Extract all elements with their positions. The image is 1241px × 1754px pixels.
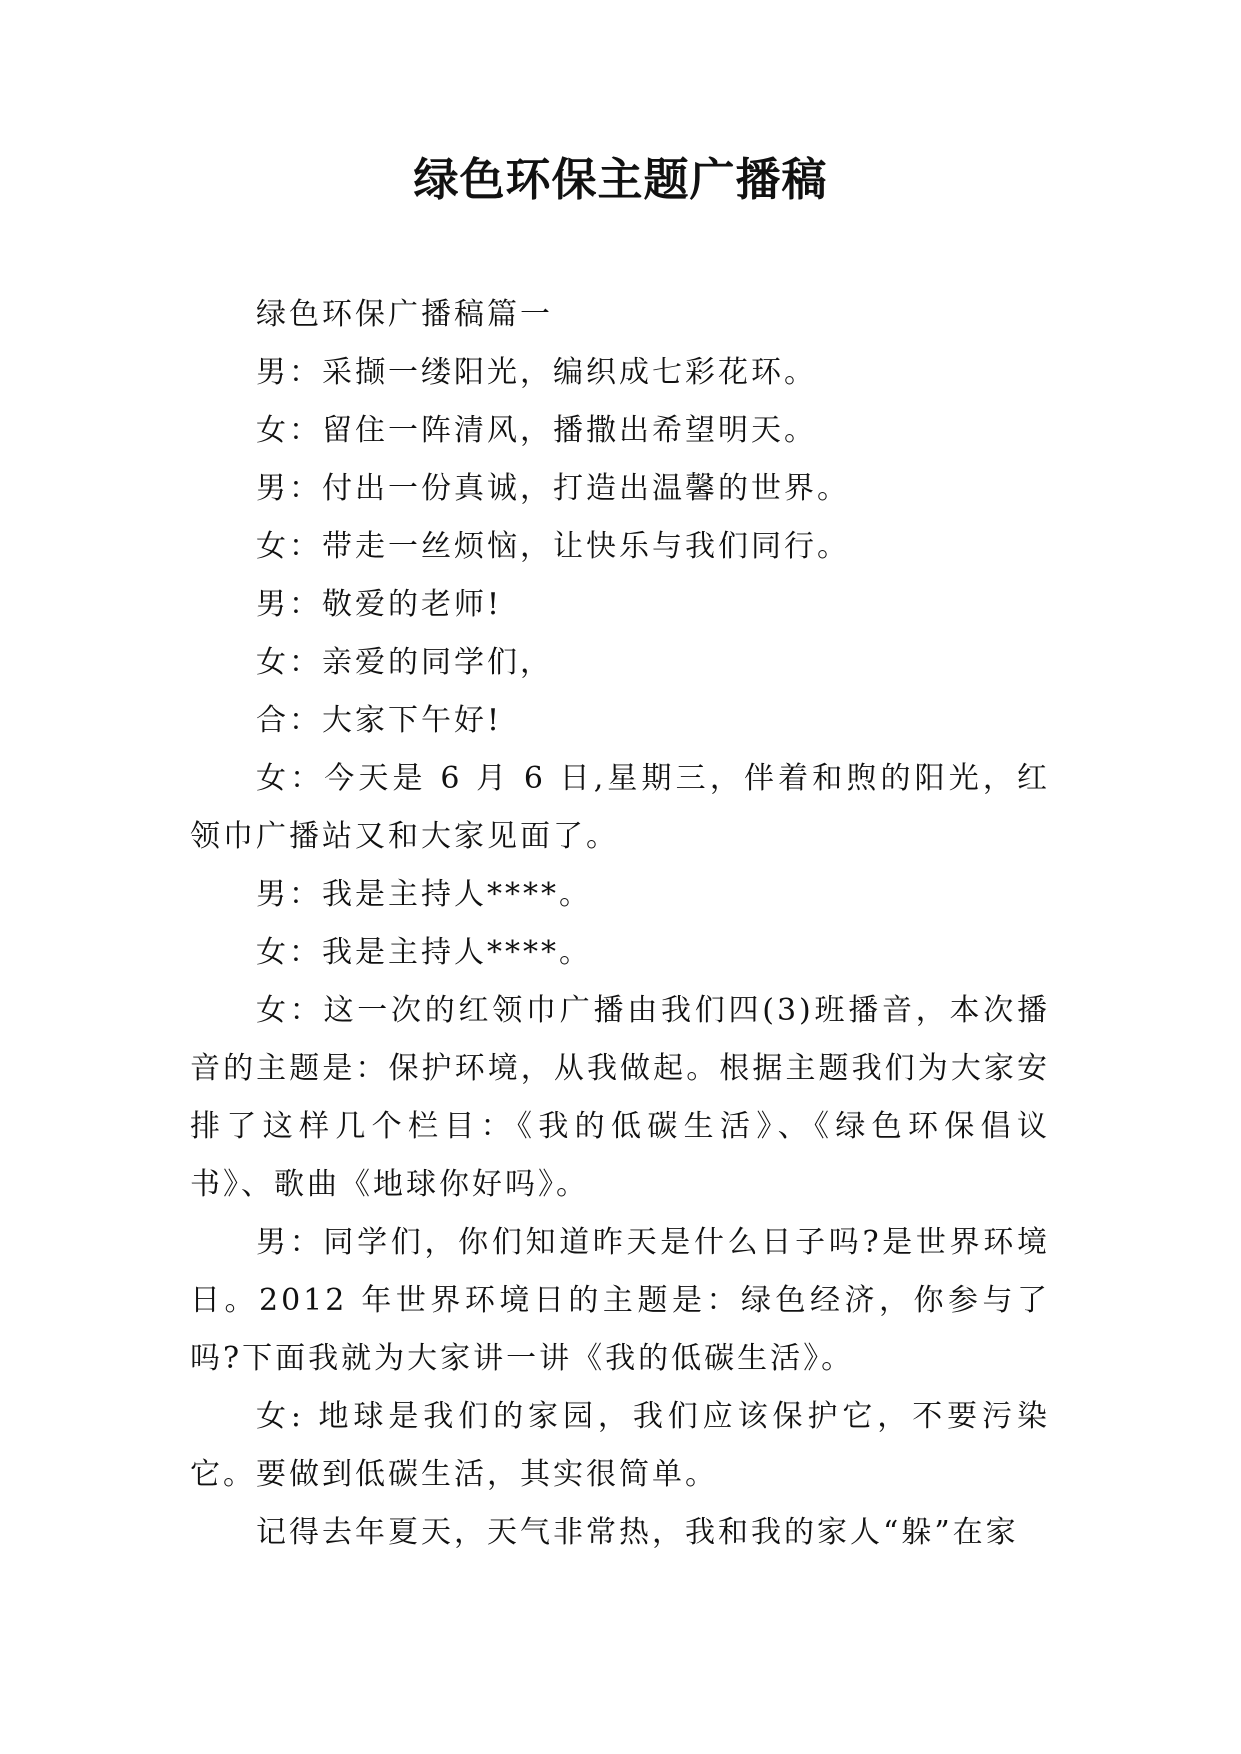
paragraph: 女：今天是 6 月 6 日,星期三，伴着和煦的阳光，红领巾广播站又和大家见面了。: [190, 761, 1050, 854]
paragraph: 记得去年夏天，天气非常热，我和我的家人“躲”在家: [256, 1515, 1019, 1550]
paragraph: 女: 地球是我们的家园，我们应该保护它，不要污染它。要做到低碳生活，其实很简单。: [190, 1399, 1050, 1492]
paragraph: 男：我是主持人****。: [256, 877, 592, 912]
paragraph: 男：敬爱的老师!: [256, 587, 503, 622]
paragraph: 女：带走一丝烦恼，让快乐与我们同行。: [256, 529, 850, 564]
document-title: 绿色环保主题广播稿: [413, 153, 828, 206]
document-body: [190, 286, 1050, 1562]
paragraph: 女：亲爱的同学们，: [256, 645, 553, 680]
paragraph: 女：我是主持人****。: [256, 935, 592, 970]
paragraph: 男：付出一份真诚，打造出温馨的世界。: [256, 471, 850, 506]
paragraph-section-heading: 绿色环保广播稿篇一: [256, 297, 553, 332]
paragraph: 女：留住一阵清风，播撒出希望明天。: [256, 413, 817, 448]
paragraph: 男：采撷一缕阳光，编织成七彩花环。: [256, 355, 817, 390]
paragraph: 合：大家下午好!: [256, 703, 503, 738]
paragraph: 男：同学们，你们知道昨天是什么日子吗?是世界环境日。2012 年世界环境日的主题是：绿色经济，你参与了吗?下面我就为大家讲一讲《我的低碳生活》。: [190, 1225, 1050, 1376]
paragraph: 女：这一次的红领巾广播由我们四(3)班播音，本次播音的主题是：保护环境，从我做起。根据主题我们为大家安排了这样几个栏目：《我的低碳生活》、《绿色环保倡议书》、歌曲《地球你好吗》。: [190, 993, 1050, 1202]
